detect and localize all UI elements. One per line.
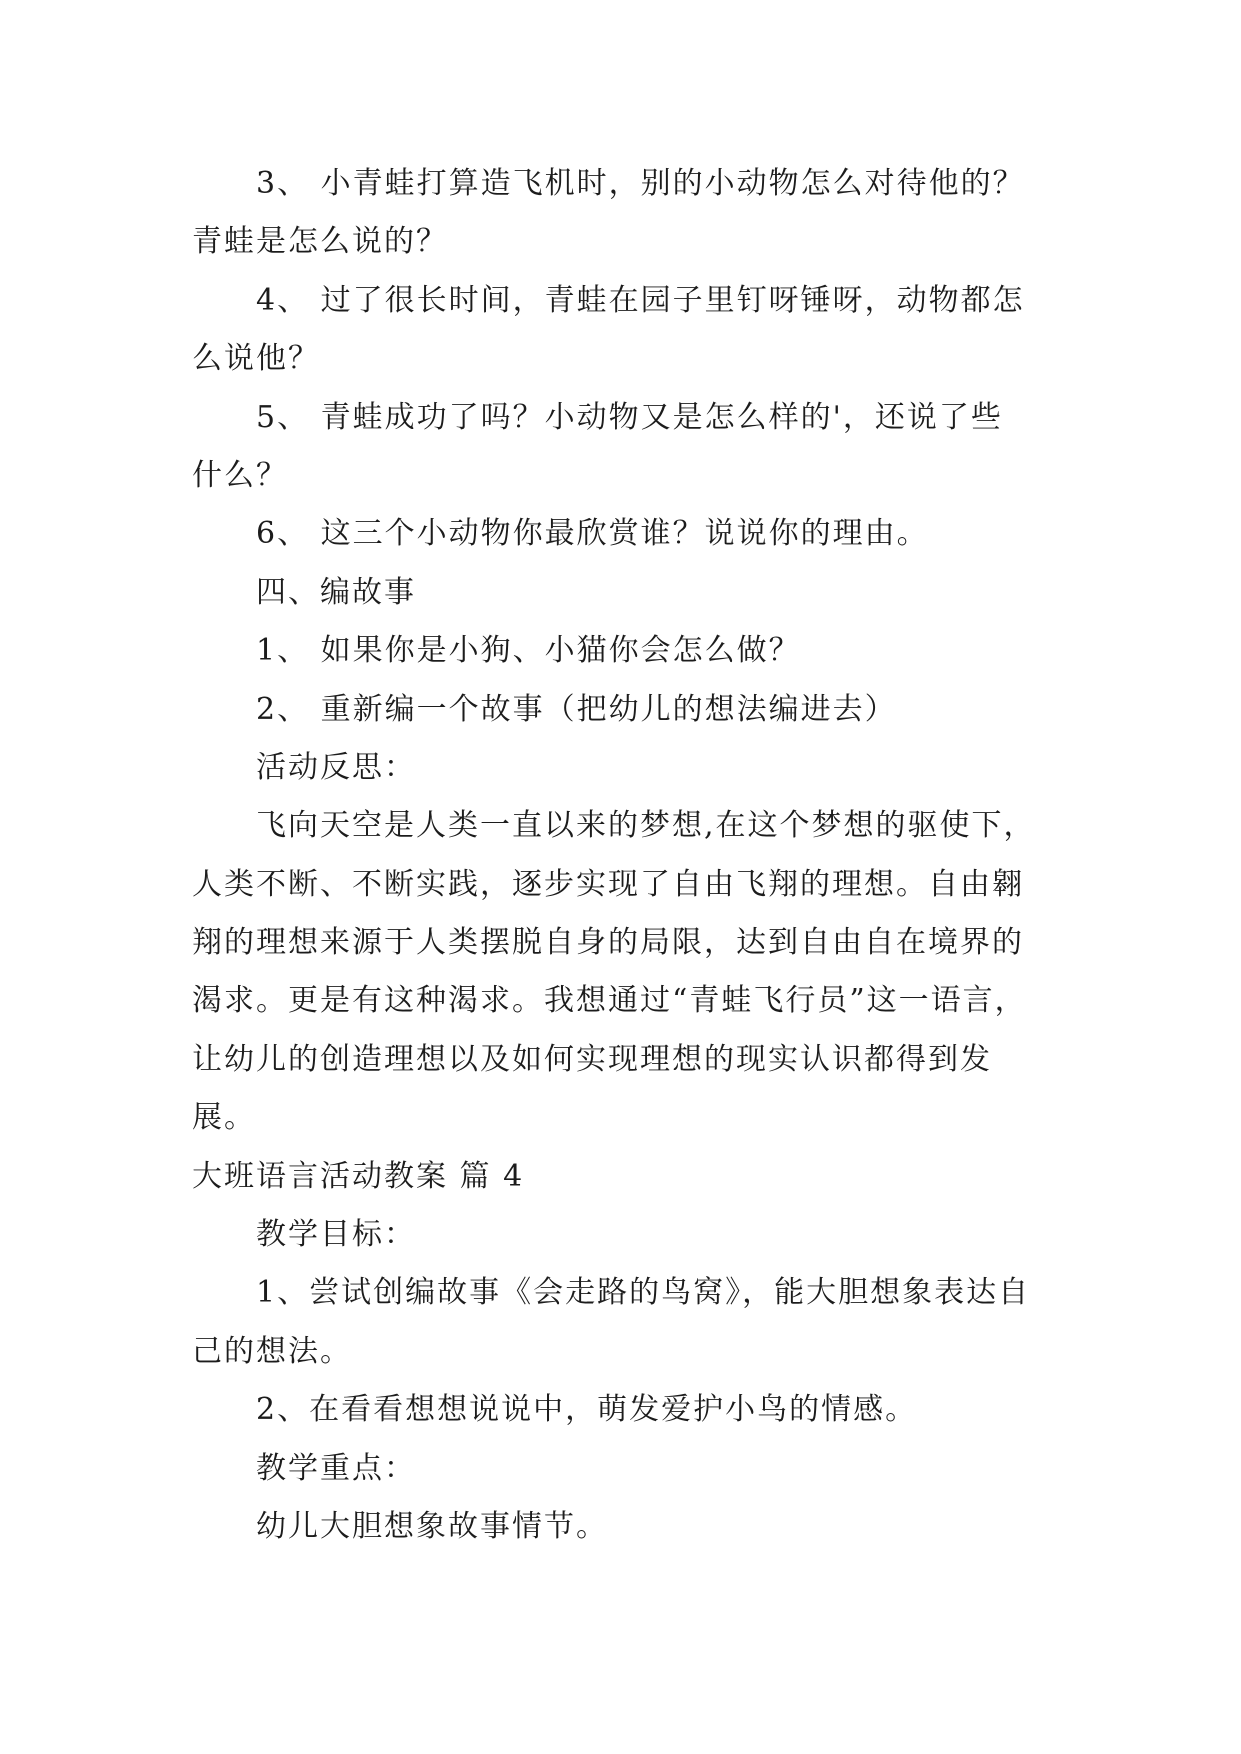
text-line: 己的想法。 — [192, 1333, 352, 1369]
paragraph-step-2 — [192, 681, 1192, 739]
paragraph-step-1 — [192, 622, 1192, 680]
text-line: 四、编故事 — [256, 574, 416, 610]
text-line: 1、尝试创编故事《会走路的鸟窝》，能大胆想象表达自 — [256, 1275, 1031, 1311]
text-line: 什么？ — [192, 457, 288, 493]
text-line: 2、 重新编一个故事（把幼儿的想法编进去） — [256, 691, 897, 727]
text-line: 让幼儿的创造理想以及如何实现理想的现实认识都得到发 — [192, 1041, 992, 1077]
subheading-reflection — [192, 739, 1192, 797]
text-line: 1、 如果你是小狗、小猫你会怎么做？ — [256, 633, 801, 669]
paragraph-goal-1 — [192, 1264, 1192, 1381]
paragraph-focus — [192, 1498, 1192, 1556]
text-line: 教学重点： — [256, 1450, 416, 1486]
text-line: 2、在看看想想说说中，萌发爱护小鸟的情感。 — [256, 1392, 918, 1428]
section-heading — [192, 1148, 1192, 1206]
subheading-teaching-goals — [192, 1206, 1192, 1264]
text-line: 6、 这三个小动物你最欣赏谁？说说你的理由。 — [256, 516, 929, 552]
text-line: 幼儿大胆想象故事情节。 — [256, 1508, 608, 1544]
document-content — [192, 155, 1192, 1556]
paragraph-reflection — [192, 797, 1192, 1147]
text-line: 4、 过了很长时间，青蛙在园子里钉呀锤呀，动物都怎 — [256, 282, 1025, 318]
paragraph-question-4 — [192, 272, 1192, 389]
text-line: 活动反思： — [256, 749, 416, 785]
text-line: 5、 青蛙成功了吗？小动物又是怎么样的'，还说了些 — [256, 399, 1003, 435]
paragraph-question-6 — [192, 505, 1192, 563]
section-title: 大班语言活动教案 篇 4 — [192, 1158, 525, 1194]
text-line: 渴求。更是有这种渴求。我想通过“青蛙飞行员”这一语言， — [192, 983, 1027, 1019]
text-line: 么说他？ — [192, 341, 320, 377]
text-line: 飞向天空是人类一直以来的梦想,在这个梦想的驱使下， — [256, 808, 1036, 844]
paragraph-goal-2 — [192, 1381, 1192, 1439]
paragraph-question-5 — [192, 389, 1192, 506]
paragraph-question-3 — [192, 155, 1192, 272]
subheading-story-making — [192, 564, 1192, 622]
subheading-teaching-focus — [192, 1440, 1192, 1498]
text-line: 人类不断、不断实践，逐步实现了自由飞翔的理想。自由翱 — [192, 866, 1024, 902]
text-line: 教学目标： — [256, 1217, 416, 1253]
text-line: 翔的理想来源于人类摆脱自身的局限，达到自由自在境界的 — [192, 925, 1024, 961]
text-line: 3、 小青蛙打算造飞机时，别的小动物怎么对待他的？ — [256, 166, 1025, 201]
text-line: 青蛙是怎么说的？ — [192, 224, 448, 260]
text-line: 展。 — [192, 1100, 256, 1136]
